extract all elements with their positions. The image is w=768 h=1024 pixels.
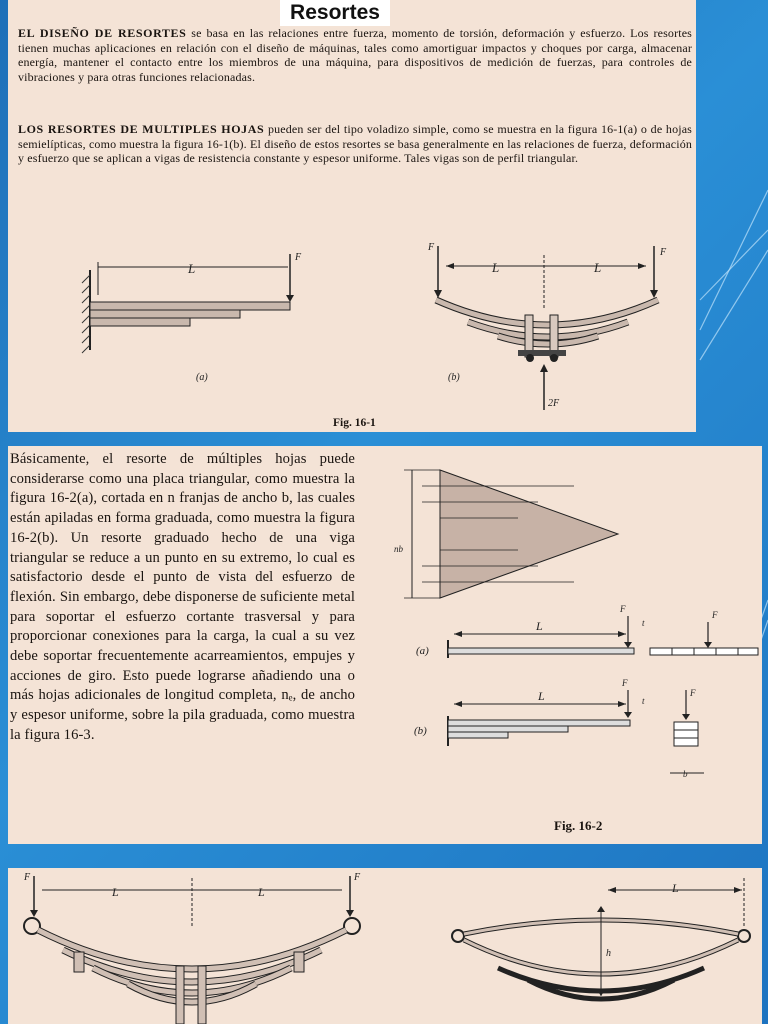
thickness-label-b: t <box>642 696 645 706</box>
figure-16-3 <box>8 868 762 1024</box>
width-label-b: b <box>683 769 688 779</box>
paragraph-lead: LOS RESORTES DE MULTIPLES HOJAS <box>18 122 265 136</box>
force-label-b: F <box>622 678 628 688</box>
force-label-left: F <box>24 872 31 883</box>
length-label-elliptic: L <box>672 881 679 895</box>
force-label-left: F <box>428 242 435 253</box>
slide-panel-3 <box>8 868 762 1024</box>
length-label-left: L <box>112 885 119 899</box>
force-label-right: F <box>354 872 361 883</box>
slide-panel-1 <box>8 0 696 432</box>
force-label-2f: 2F <box>548 398 560 409</box>
figure-16-2 <box>378 446 762 844</box>
length-label-left: L <box>492 260 500 275</box>
force-label-right: F <box>660 247 667 258</box>
figure-16-1 <box>8 240 696 430</box>
slide-title: Resortes <box>280 0 390 26</box>
figure-16-2a <box>448 616 758 658</box>
figure-label-b: (b) <box>414 725 427 737</box>
elliptic-spring <box>452 878 750 999</box>
length-label-right: L <box>594 260 602 275</box>
figure-label-a: (a) <box>196 372 208 383</box>
height-label: h <box>606 948 611 959</box>
figure-caption: Fig. 16-1 <box>333 417 376 429</box>
force-label-a-right: F <box>712 610 718 620</box>
paragraph-body: pueden ser del tipo voladizo simple, como se muestra en la figura 16-1(a) o de hojas semielípticas, como muestra la figura 16-1(b). El diseño de estos resortes se basa generalmente en las relaciones de fuerza, deformación y esfuerzo que se aplican a vigas de resistencia constante y espesor uniforme. Tales vigas son de perfil triangular. <box>18 122 692 166</box>
triangular-plate-diagram <box>404 470 618 598</box>
figure-16-1b-semielliptic <box>434 246 658 410</box>
paragraph-triangular-plate: Básicamente, el resorte de múltiples hojas puede considerarse como una placa triangular, como muestra la figura 16-2(a), cortada en n franjas de ancho b, las cuales están apiladas en forma graduada, como muestra la figura 16-2(b). Un resorte graduado hecho de una viga triangular se reduce a un punto en su extremo, lo cual es satisfactorio desde el punto de vista del esfuerzo de flexión. Sin embargo, debe disponerse de suficiente metal para soportar el esfuerzo cortante trasversal y para proporcionar conexiones para la carga, la cual a su vez debe soportar frecuentemente acarreamientos, empujes y acciones de giro. Esto puede lograrse añadiendo una o más hojas adicionales de longitud completa, nₑ, de ancho y espesor uniforme, sobre la pila graduada, como muestra la figura 16-3. <box>10 451 355 743</box>
figure-label-a: (a) <box>416 645 429 657</box>
force-label-b-right: F <box>690 688 696 698</box>
force-label: F <box>295 252 302 263</box>
figure-16-2b <box>448 690 704 773</box>
figure-caption: Fig. 16-2 <box>554 818 603 833</box>
length-label-a: L <box>536 619 543 633</box>
length-label: L <box>188 261 196 276</box>
paragraph-lead: EL DISEÑO DE RESORTES <box>18 26 187 40</box>
leaf-spring-stack <box>24 876 360 1024</box>
nb-label: nb <box>394 544 403 554</box>
paragraph-body: se basa en las relaciones entre fuerza, momento de torsión, deformación y esfuerzo. Los resortes tienen muchas aplicaciones en relación con el diseño de máquinas, tales como amortiguar impactos y choques por carga, almacenar energía, mantener el contacto entre los miembros de una máquina, para dispositivos de medición de fuerzas, para controles de vibraciones y para otras funciones relacionadas. <box>18 26 692 84</box>
figure-label-b: (b) <box>448 372 460 383</box>
slide-panel-2 <box>8 446 762 844</box>
paragraph-leaf-springs <box>18 122 692 166</box>
force-label-a: F <box>620 604 626 614</box>
paragraph-design-springs <box>18 26 692 84</box>
thickness-label-a: t <box>642 618 645 628</box>
length-label-right: L <box>258 885 265 899</box>
length-label-b: L <box>538 689 545 703</box>
